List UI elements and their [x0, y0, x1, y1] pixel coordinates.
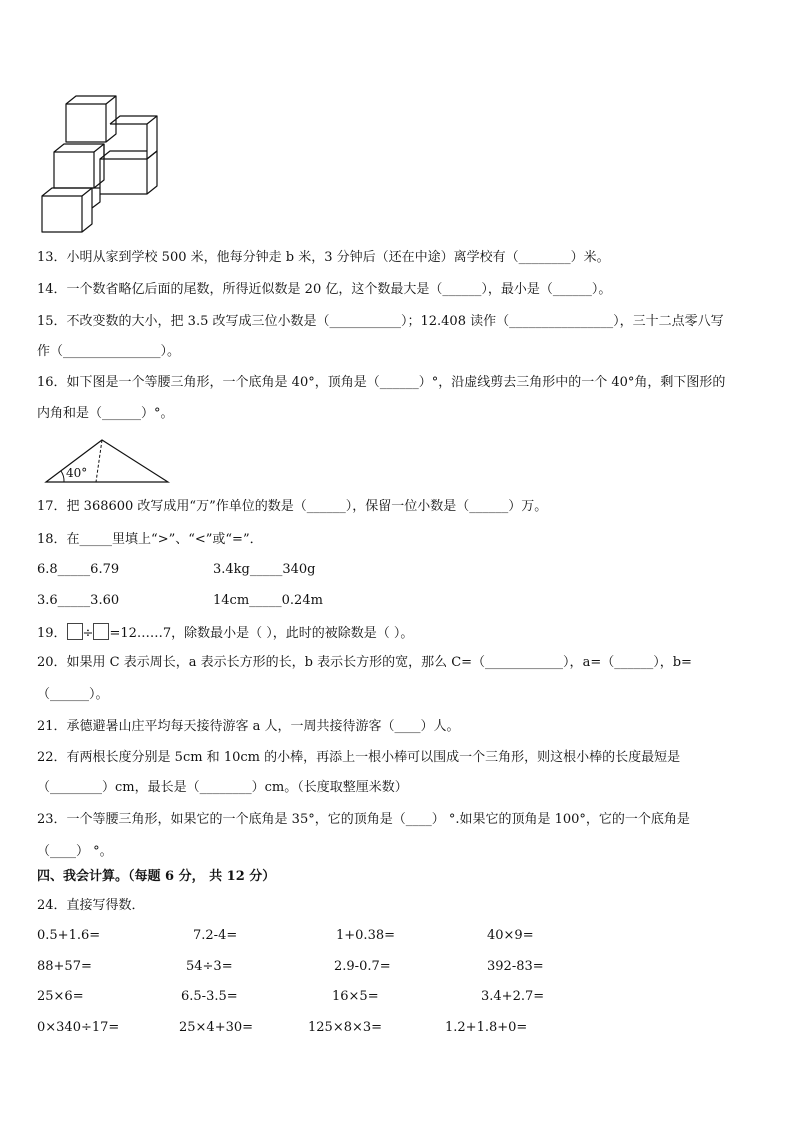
question-22-line1: 22．有两根长度分别是 5cm 和 10cm 的小棒，再添上一根小棒可以围成一个三角形，则这根小棒的长度最短是 — [37, 750, 681, 765]
calc-item: 125×8×3= — [308, 1020, 383, 1035]
calc-item: 1.2+1.8+0= — [445, 1020, 528, 1035]
question-19 — [37, 623, 413, 643]
divisor-box — [93, 623, 109, 640]
question-23-line2: （____） °。 — [37, 844, 113, 859]
question-21: 21．承德避暑山庄平均每天接待游客 a 人，一周共接待游客（____）人。 — [37, 719, 460, 734]
question-15-line2: 作（_______________）。 — [37, 344, 181, 359]
question-23-line1: 23．一个等腰三角形，如果它的一个底角是 35°，它的顶角是（____） °.如果它的顶角是 100°，它的一个底角是 — [37, 812, 690, 827]
cube-stack-figure — [40, 92, 160, 232]
calc-item: 88+57= — [37, 959, 92, 974]
section-4-heading: 四、我会计算。（每题 6 分， 共 12 分） — [37, 869, 276, 884]
question-24-title: 24．直接写得数． — [37, 898, 145, 913]
triangle-angle-label: 40° — [66, 466, 88, 480]
calc-item: 16×5= — [332, 989, 379, 1004]
division-sign: ÷ — [82, 626, 94, 641]
question-19-number: 19． — [37, 626, 67, 641]
question-15-line1: 15．不改变数的大小，把 3.5 改写成三位小数是（___________）；12.408 读作（________________），三十二点零八写 — [37, 314, 724, 329]
calc-item: 25×4+30= — [179, 1020, 254, 1035]
calc-item: 7.2-4= — [193, 928, 238, 943]
question-19-text: =12……7，除数最小是（ ），此时的被除数是（ ）。 — [109, 626, 414, 641]
calc-item: 25×6= — [37, 989, 84, 1004]
comparison-item: 14cm_____0.24m — [213, 593, 323, 608]
isosceles-triangle-figure — [44, 438, 174, 484]
calc-item: 0.5+1.6= — [37, 928, 101, 943]
question-17: 17．把 368600 改写成用“万”作单位的数是（______），保留一位小数是（______）万。 — [37, 499, 548, 514]
question-13: 13．小明从家到学校 500 米，他每分钟走 b 米，3 分钟后（还在中途）离学校有（________）米。 — [37, 250, 610, 265]
question-16-line1: 16．如下图是一个等腰三角形，一个底角是 40°，顶角是（______）°，沿虚线剪去三角形中的一个 40°角，剩下图形的 — [37, 375, 726, 390]
calc-item: 0×340÷17= — [37, 1020, 120, 1035]
calc-item: 40×9= — [487, 928, 534, 943]
question-22-line2: （________）cm，最长是（________）cm。（长度取整厘米数） — [37, 780, 408, 795]
question-14: 14．一个数省略亿后面的尾数，所得近似数是 20 亿，这个数最大是（______），最小是（______）。 — [37, 282, 612, 297]
calc-item: 54÷3= — [186, 959, 233, 974]
comparison-item: 3.4kg_____340g — [213, 562, 316, 577]
calc-item: 6.5-3.5= — [181, 989, 238, 1004]
calc-item: 392-83= — [487, 959, 544, 974]
calc-item: 2.9-0.7= — [334, 959, 391, 974]
comparison-item: 3.6_____3.60 — [37, 593, 120, 608]
calc-item: 1+0.38= — [336, 928, 396, 943]
question-16-line2: 内角和是（______）°。 — [37, 406, 174, 421]
comparison-item: 6.8_____6.79 — [37, 562, 120, 577]
question-20-line1: 20．如果用 C 表示周长，a 表示长方形的长，b 表示长方形的宽，那么 C=（____________），a=（______），b= — [37, 655, 692, 670]
calc-item: 3.4+2.7= — [481, 989, 545, 1004]
question-18: 18．在_____里填上“>”、“<”或“=”． — [37, 532, 263, 547]
question-20-line2: （______）。 — [37, 687, 109, 702]
dividend-box — [67, 623, 83, 640]
